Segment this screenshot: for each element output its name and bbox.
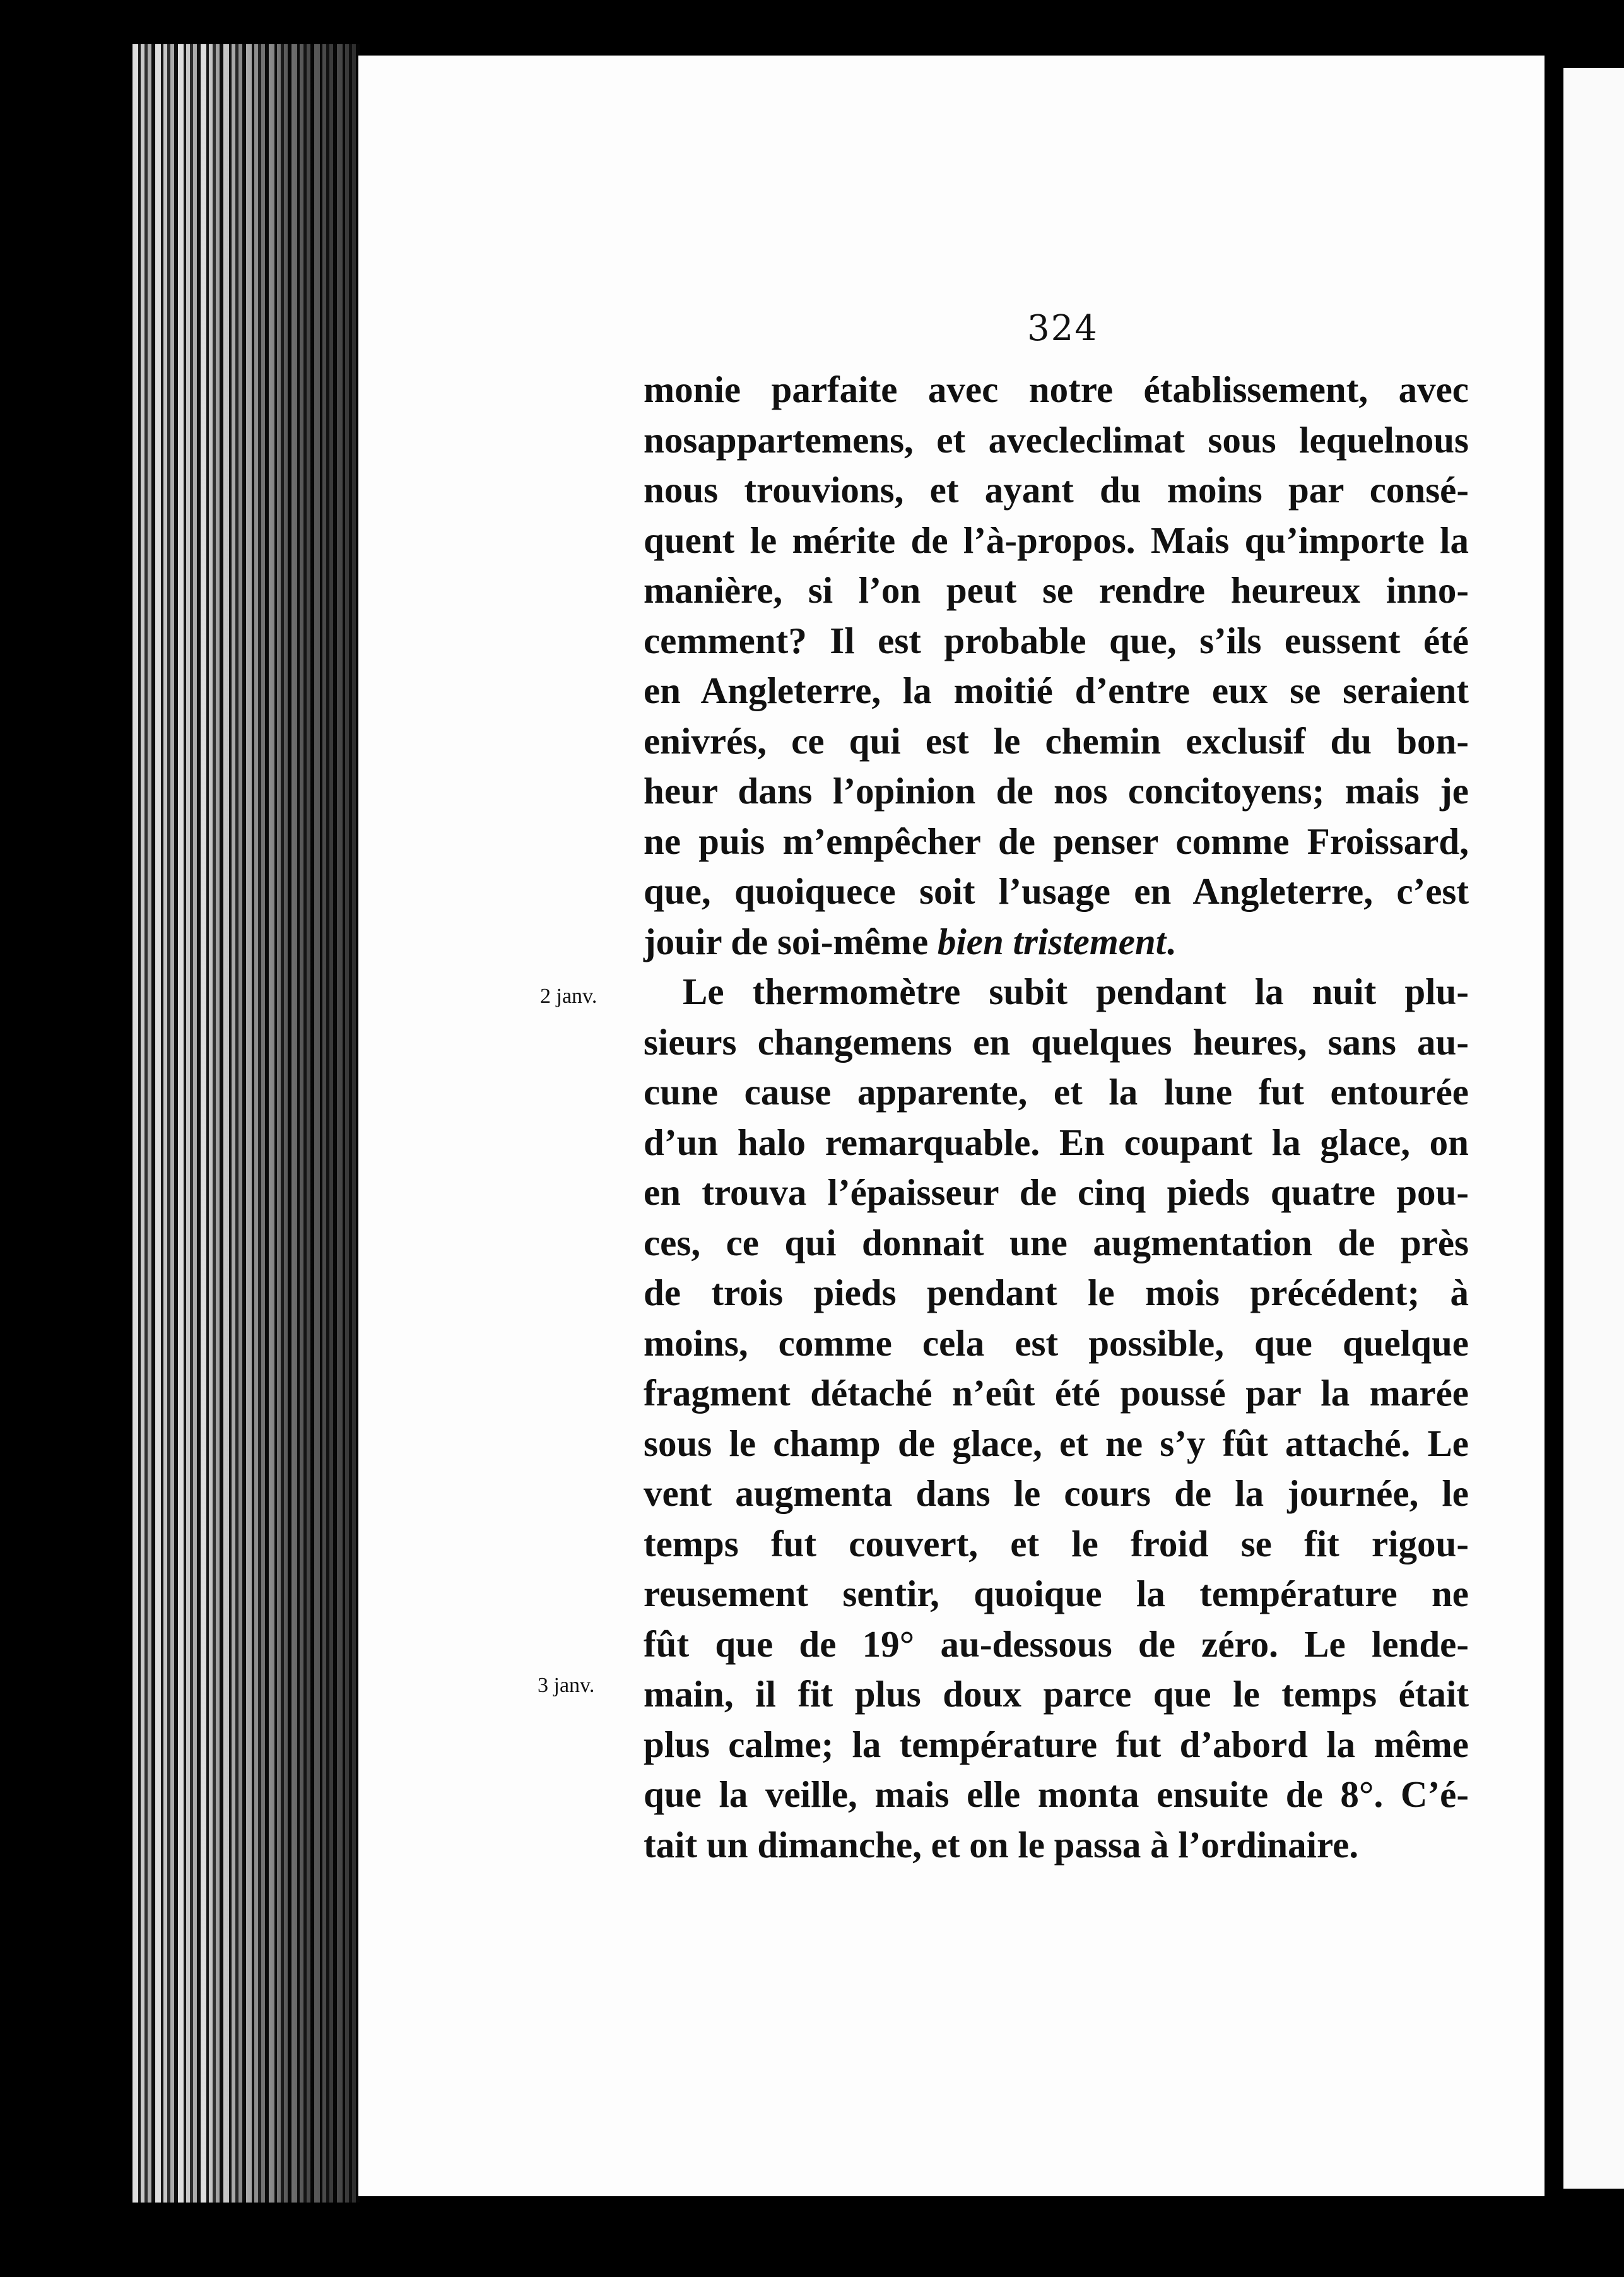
text-segment: jouir de soi-même bbox=[644, 920, 938, 962]
text-line: en trouva l’épaisseur de cinq pieds quatre pou- bbox=[644, 1171, 1469, 1213]
text-line: reusement sentir, quoique la température ne bbox=[644, 1573, 1469, 1614]
text-line: moins, comme cela est possible, que quelque bbox=[644, 1322, 1469, 1364]
text-line-last: tait un dimanche, et on le passa à l’ordinaire. bbox=[644, 1823, 1359, 1866]
page-edges-shadow bbox=[208, 44, 360, 2203]
text-line: cemment? Il est probable que, s’ils eussent été bbox=[644, 619, 1469, 661]
text-line: enivrés, ce qui est le chemin exclusif du bon- bbox=[644, 719, 1469, 762]
text-line: main, il fit plus doux parce que le temps était bbox=[644, 1673, 1469, 1715]
text-line: fragment détaché n’eût été poussé par la marée bbox=[644, 1372, 1469, 1414]
text-line: ces, ce qui donnait une augmentation de près bbox=[644, 1221, 1469, 1263]
text-line: sous le champ de glace, et ne s’y fût attaché. Le bbox=[644, 1422, 1469, 1464]
text-line: quent le mérite de l’à-propos. Mais qu’importe la bbox=[644, 519, 1469, 561]
text-line: monie parfaite avec notre établissement, avec bbox=[644, 369, 1469, 410]
text-line: vent augmenta dans le cours de la journée, le bbox=[644, 1472, 1469, 1514]
text-line: en Angleterre, la moitié d’entre eux se seraient bbox=[644, 670, 1469, 711]
margin-note-3-janv: 3 janv. bbox=[538, 1674, 595, 1697]
text-line-last bbox=[644, 917, 1469, 967]
text-line: ne puis m’empêcher de penser comme Froissard, bbox=[644, 820, 1469, 862]
facing-page-edge bbox=[1563, 68, 1624, 2189]
text-line: plus calme; la température fut d’abord la même bbox=[644, 1723, 1469, 1765]
text-line: heur dans l’opinion de nos concitoyens; mais je bbox=[644, 770, 1469, 812]
text-line: que la veille, mais elle monta ensuite de 8°. C’é- bbox=[644, 1773, 1469, 1815]
text-segment: . bbox=[1166, 920, 1175, 962]
text-line: d’un halo remarquable. En coupant la glace, on bbox=[644, 1121, 1469, 1163]
text-line: nosappartemens, et avecleclimat sous lequelnous bbox=[644, 418, 1469, 461]
text-line: sieurs changemens en quelques heures, sans au- bbox=[644, 1020, 1469, 1063]
body-text bbox=[644, 365, 1469, 1870]
text-line: fût que de 19° au-dessous de zéro. Le lende- bbox=[644, 1623, 1469, 1665]
italic-phrase: bien tristement bbox=[937, 920, 1167, 962]
text-line: de trois pieds pendant le mois précédent; à bbox=[644, 1272, 1469, 1313]
margin-note-2-janv: 2 janv. bbox=[540, 985, 597, 1008]
text-line: temps fut couvert, et le froid se fit rigou- bbox=[644, 1522, 1469, 1564]
text-line-indent: Le thermomètre subit pendant la nuit plu- bbox=[683, 971, 1469, 1012]
text-line: cune cause apparente, et la lune fut entourée bbox=[644, 1071, 1469, 1113]
text-line: que, quoiquece soit l’usage en Angleterre, c’est bbox=[644, 870, 1469, 912]
text-line: nous trouvions, et ayant du moins par consé- bbox=[644, 469, 1469, 511]
text-line: manière, si l’on peut se rendre heureux inno- bbox=[644, 569, 1469, 611]
page-number: 324 bbox=[1027, 308, 1098, 349]
